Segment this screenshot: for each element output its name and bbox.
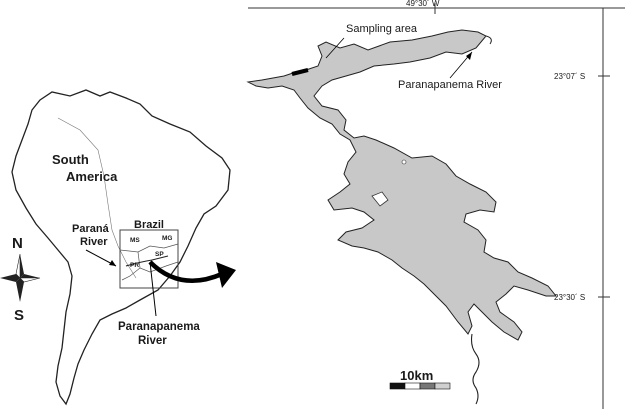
paranapanema-inset-label-line1: Paranapanema: [118, 321, 200, 333]
state-label-ms: MS: [130, 237, 140, 244]
zoom-arrow-head: [216, 262, 236, 288]
state-label-mg: MG: [162, 235, 173, 242]
upstream-river: [486, 36, 491, 44]
outflow-river: [472, 334, 480, 404]
scale-bar-label: 10km: [400, 368, 434, 383]
paranapanema-inset-label-line2: River: [138, 335, 167, 347]
parana-river-label-line1: Paraná: [72, 223, 109, 235]
latitude-label-1: 23°07´ S: [554, 72, 586, 81]
state-label-sp: SP: [155, 251, 164, 258]
country-label: Brazil: [134, 219, 164, 231]
latitude-label-2: 23°30´ S: [554, 293, 586, 302]
south-america-outline: [12, 90, 230, 404]
continent-label-line1: South: [52, 152, 89, 167]
sampling-area-label: Sampling area: [346, 23, 417, 35]
compass-south-label: S: [14, 307, 25, 324]
paranapanema-main-pointer-head: [466, 52, 472, 60]
scale-bar: [390, 383, 450, 389]
reservoir-islet: [402, 160, 406, 164]
compass-rose: [0, 254, 40, 302]
compass-north-label: N: [12, 235, 23, 252]
continent-label-line2: America: [66, 169, 118, 184]
longitude-label: 49°30´ W: [406, 0, 440, 9]
reservoir-body: [248, 30, 556, 340]
parana-river-label-line2: River: [80, 236, 108, 248]
paranapanema-main-label: Paranapanema River: [398, 79, 502, 91]
state-label-pr: PR: [130, 262, 140, 269]
